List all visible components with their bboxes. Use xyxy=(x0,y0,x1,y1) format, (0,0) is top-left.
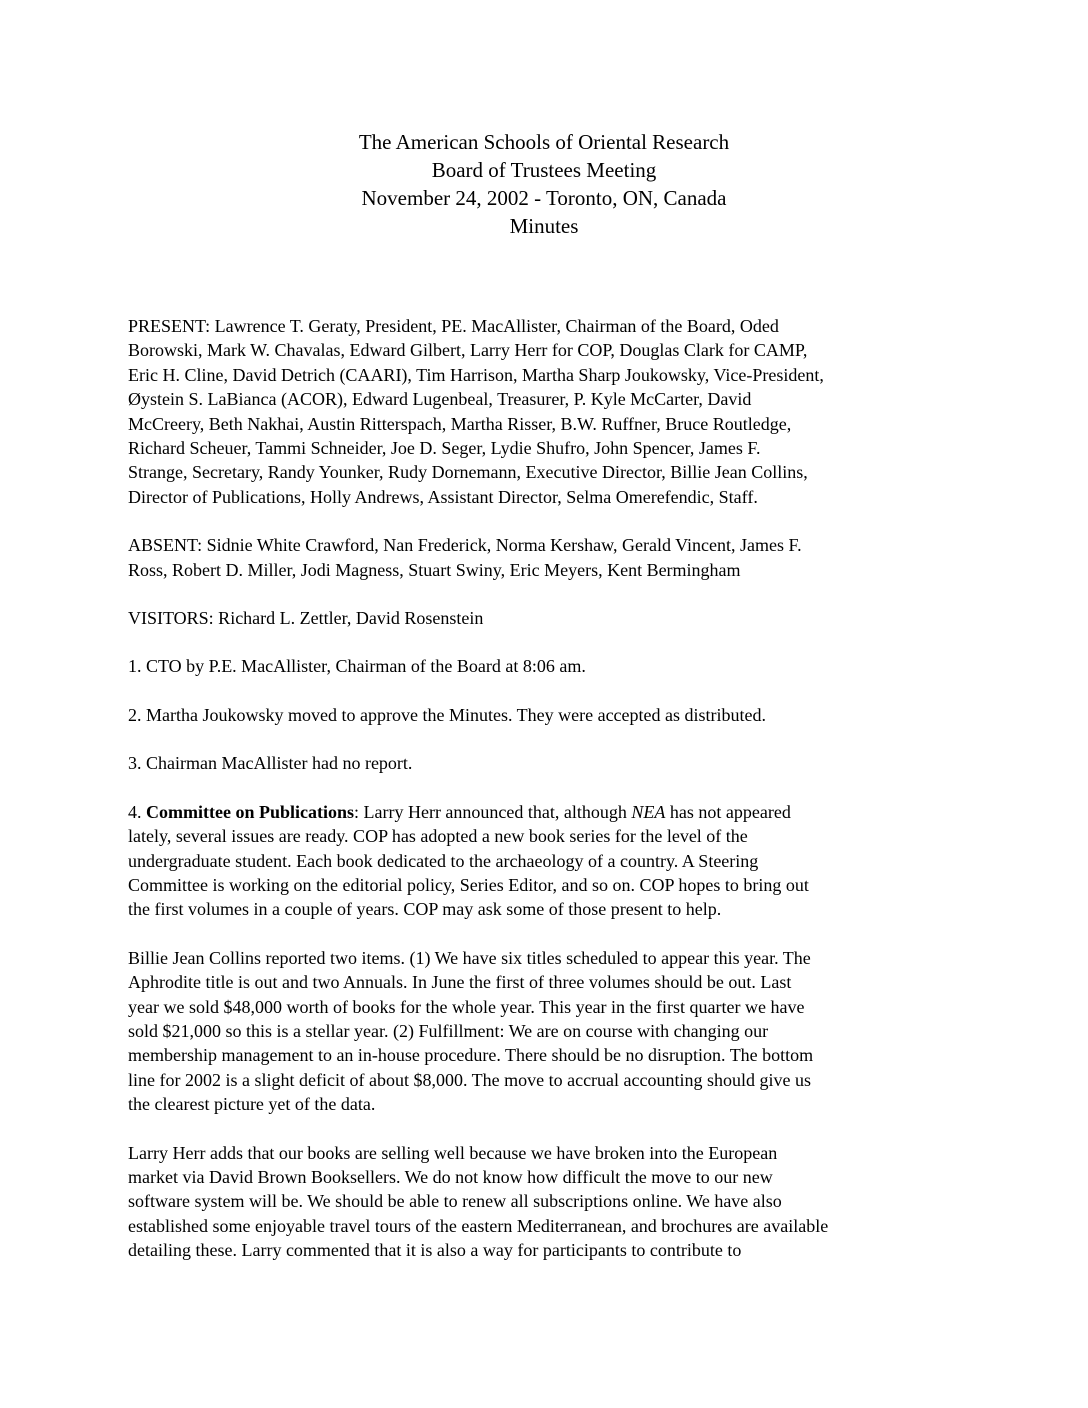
collins-report-paragraph xyxy=(128,946,966,1117)
collins-line: the clearest picture yet of the data. xyxy=(128,1094,376,1115)
absent-line: Ross, Robert D. Miller, Jodi Magness, Stuart Swiny, Eric Meyers, Kent Bermingham xyxy=(128,559,741,580)
herr-line: established some enjoyable travel tours of the eastern Mediterranean, and brochures are available xyxy=(128,1215,829,1236)
item-2-paragraph xyxy=(128,703,966,727)
document-header xyxy=(0,128,1088,240)
item-1-paragraph xyxy=(128,654,966,678)
present-line: PRESENT: Lawrence T. Geraty, President, PE. MacAllister, Chairman of the Board, Oded xyxy=(128,316,779,336)
present-line: Eric H. Cline, David Detrich (CAARI), Tim Harrison, Martha Sharp Joukowsky, Vice-President, xyxy=(128,364,824,385)
present-line: Director of Publications, Holly Andrews, Assistant Director, Selma Omerefendic, Staff. xyxy=(128,486,758,507)
present-line: McCreery, Beth Nakhai, Austin Ritterspach, Martha Risser, B.W. Ruffner, Bruce Routledge, xyxy=(128,413,792,434)
collins-line: sold $21,000 so this is a stellar year. (2) Fulfillment: We are on course with changing our xyxy=(128,1020,769,1041)
item-4-line: the first volumes in a couple of years. COP may ask some of those present to help. xyxy=(128,899,722,920)
collins-line: membership management to an in-house procedure. There should be no disruption. The bottom xyxy=(128,1045,814,1066)
organization-title: The American Schools of Oriental Research xyxy=(358,130,730,154)
item-1-line: 1. CTO by P.E. MacAllister, Chairman of the Board at 8:06 am. xyxy=(128,656,586,677)
herr-line: market via David Brown Booksellers. We do not know how difficult the move to our new xyxy=(128,1166,773,1187)
item-4-journal-name: NEA xyxy=(631,801,666,822)
item-4-line: lately, several issues are ready. COP has adopted a new book series for the level of the xyxy=(128,826,748,847)
item-4-line: Committee is working on the editorial policy, Series Editor, and so on. COP hopes to bring out xyxy=(128,874,809,895)
collins-line: year we sold $48,000 worth of books for the whole year. This year in the first quarter we have xyxy=(128,996,805,1017)
item-4-heading: Committee on Publications xyxy=(146,801,354,822)
collins-line: line for 2002 is a slight deficit of about $8,000. The move to accrual accounting should give us xyxy=(128,1069,812,1090)
meeting-date-location: November 24, 2002 - Toronto, ON, Canada xyxy=(361,186,727,210)
collins-line: Aphrodite title is out and two Annuals. In June the first of three volumes should be out. Last xyxy=(128,972,792,993)
visitors-paragraph xyxy=(128,606,966,630)
present-line: Borowski, Mark W. Chavalas, Edward Gilbert, Larry Herr for COP, Douglas Clark for CAMP, xyxy=(128,340,808,361)
present-line: Strange, Secretary, Randy Younker, Rudy Dornemann, Executive Director, Billie Jean Collins, xyxy=(128,462,808,483)
absent-line: ABSENT: Sidnie White Crawford, Nan Frederick, Norma Kershaw, Gerald Vincent, James F. xyxy=(128,535,802,556)
herr-line: detailing these. Larry commented that it is also a way for participants to contribute to xyxy=(128,1240,742,1261)
item-2-line: 2. Martha Joukowsky moved to approve the Minutes. They were accepted as distributed. xyxy=(128,704,767,725)
item-4-text: has not appeared xyxy=(665,801,791,822)
item-3-line: 3. Chairman MacAllister had no report. xyxy=(128,753,413,774)
meeting-title: Board of Trustees Meeting xyxy=(431,158,657,182)
herr-line: software system will be. We should be able to renew all subscriptions online. We have also xyxy=(128,1191,782,1212)
present-line: Øystein S. LaBianca (ACOR), Edward Lugenbeal, Treasurer, P. Kyle McCarter, David xyxy=(128,389,752,410)
absent-paragraph xyxy=(128,533,966,582)
document-body xyxy=(128,314,966,1287)
herr-line: Larry Herr adds that our books are selling well because we have broken into the European xyxy=(128,1142,778,1163)
item-4-text: : Larry Herr announced that, although xyxy=(353,801,632,822)
item-4-number: 4. xyxy=(128,801,146,822)
collins-line: Billie Jean Collins reported two items. (1) We have six titles scheduled to appear this year. The xyxy=(128,947,811,968)
item-4-first-line xyxy=(128,800,966,824)
visitors-line: VISITORS: Richard L. Zettler, David Rosenstein xyxy=(128,608,484,629)
item-3-paragraph xyxy=(128,751,966,775)
document-type: Minutes xyxy=(509,214,579,238)
herr-report-paragraph xyxy=(128,1141,966,1263)
item-4-line: undergraduate student. Each book dedicated to the archaeology of a country. A Steering xyxy=(128,850,759,871)
item-4-paragraph xyxy=(128,800,966,922)
present-paragraph xyxy=(128,314,966,509)
present-line: Richard Scheuer, Tammi Schneider, Joe D. Seger, Lydie Shufro, John Spencer, James F. xyxy=(128,438,761,459)
